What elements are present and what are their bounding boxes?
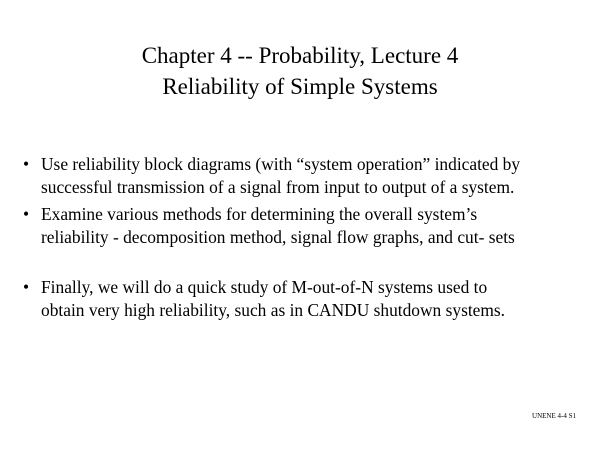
bullet-item-methods [22, 203, 597, 249]
title-line-1: Chapter 4 -- Probability, Lecture 4 [141, 43, 459, 68]
bullet-2-line-2: reliability - decomposition method, signal flow graphs, and cut- sets [41, 227, 515, 247]
slide-footer: UNENE 4-4 S1 [532, 412, 576, 420]
title-line-2: Reliability of Simple Systems [162, 74, 438, 99]
bullet-list [22, 153, 597, 322]
bullet-item-m-out-of-n [22, 276, 597, 322]
bullet-2-line-1: • Examine various methods for determining the overall system’s [41, 204, 478, 224]
slide-title [0, 40, 600, 102]
bullet-1-line-2: successful transmission of a signal from input to output of a system. [41, 177, 515, 197]
bullet-3-line-1: • Finally, we will do a quick study of M-out-of-N systems used to [41, 277, 488, 297]
bullet-item-block-diagrams [22, 153, 597, 199]
bullet-3-line-2: obtain very high reliability, such as in CANDU shutdown systems. [41, 300, 506, 320]
bullet-1-line-1: • Use reliability block diagrams (with “system operation” indicated by [41, 154, 521, 174]
